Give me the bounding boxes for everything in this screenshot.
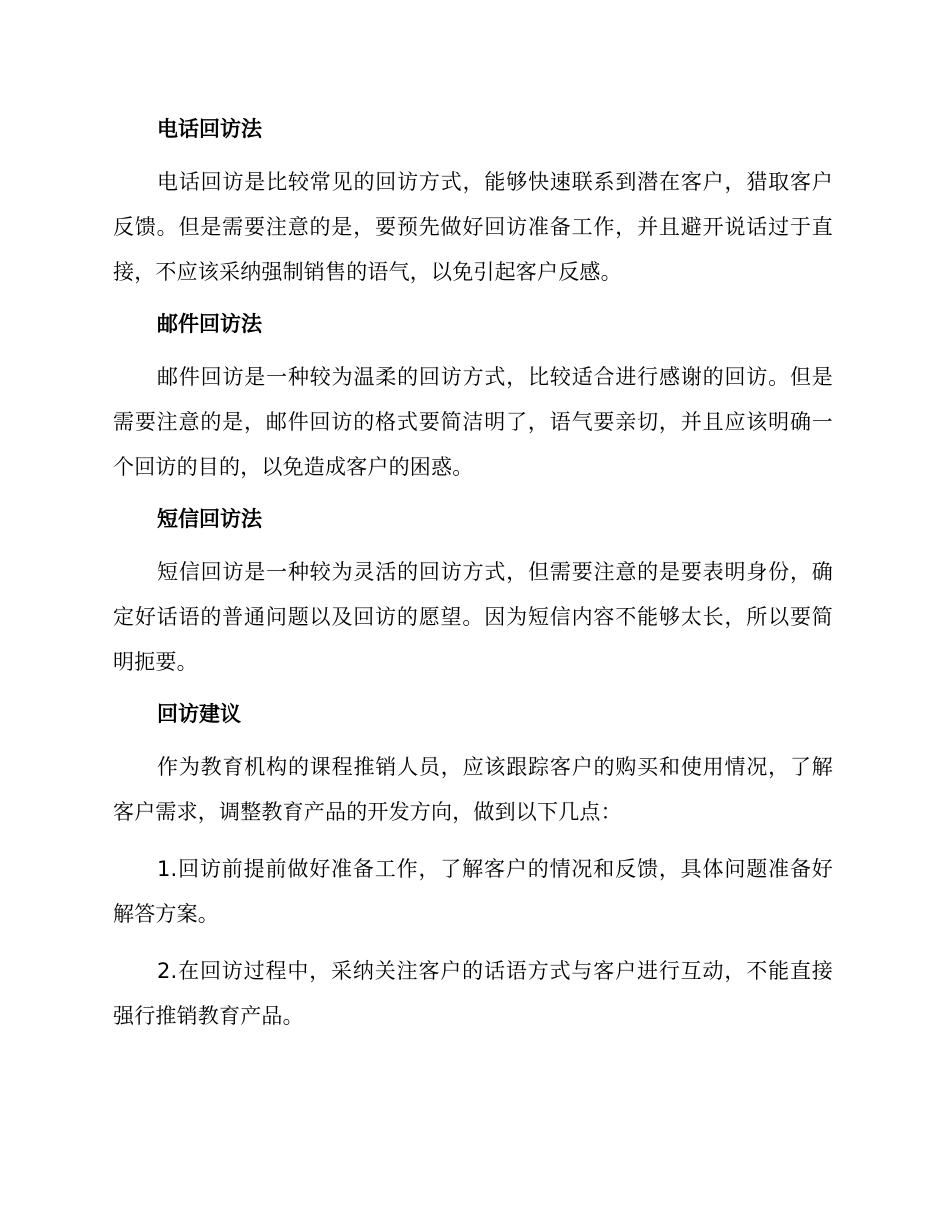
section-email-followup [113,307,833,490]
section-followup-advice [113,697,833,1039]
section-paragraph: 短信回访是一种较为灵活的回访方式，但需要注意的是要表明身份，确定好话语的普通问题以及回访的愿望。因为短信内容不能够太长，所以要简明扼要。 [113,560,833,674]
section-heading: 电话回访法 [157,117,262,141]
section-phone-followup [113,112,833,295]
section-heading: 回访建议 [157,702,241,726]
section-paragraph: 电话回访是比较常见的回访方式，能够快速联系到潜在客户，猎取客户反馈。但是需要注意的是，要预先做好回访准备工作，并且避开说话过于直接，不应该采纳强制销售的语气，以免引起客户反感。 [113,170,833,284]
list-item-1: 1.回访前提前做好准备工作，了解客户的情况和反馈，具体问题准备好解答方案。 [113,857,833,926]
section-paragraph: 作为教育机构的课程推销人员，应该跟踪客户的购买和使用情况，了解客户需求，调整教育产品的开发方向，做到以下几点： [113,755,833,824]
section-heading: 邮件回访法 [157,312,262,336]
section-paragraph: 邮件回访是一种较为温柔的回访方式，比较适合进行感谢的回访。但是需要注意的是，邮件回访的格式要简洁明了，语气要亲切，并且应该明确一个回访的目的，以免造成客户的困惑。 [113,365,833,479]
section-heading: 短信回访法 [157,507,262,531]
section-sms-followup [113,502,833,685]
list-item-2: 2.在回访过程中，采纳关注客户的话语方式与客户进行互动，不能直接强行推销教育产品。 [113,959,833,1028]
document-page [113,112,833,1051]
